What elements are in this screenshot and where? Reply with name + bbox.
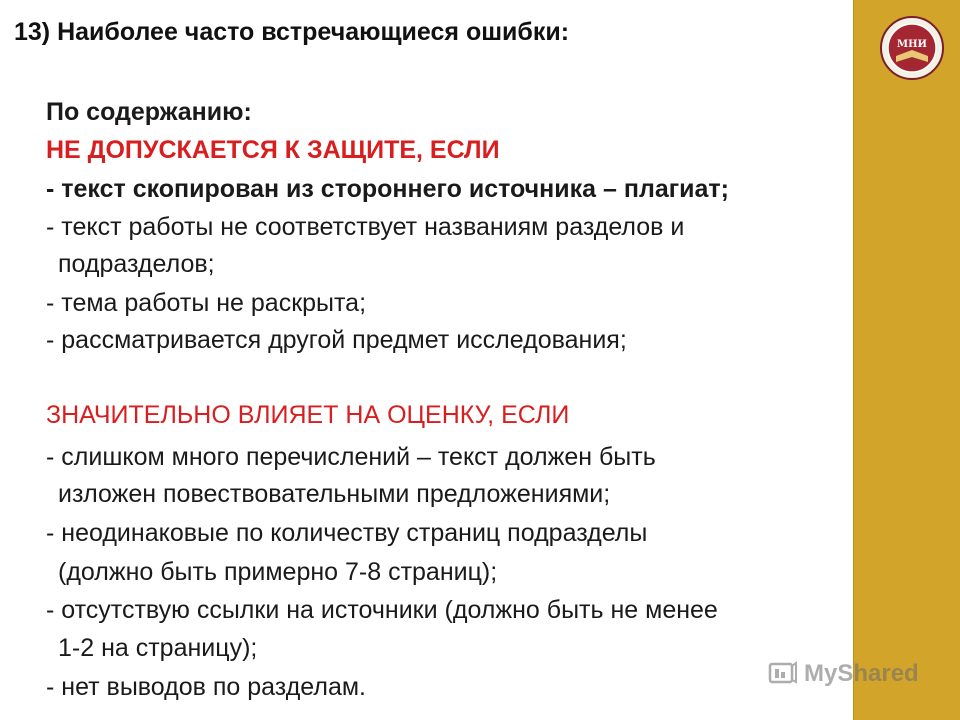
block1-line: - рассматривается другой предмет исследования; [46, 326, 627, 354]
block2-line: изложен повествовательными предложениями; [58, 480, 611, 508]
block2-line: - слишком много перечислений – текст должен быть [46, 443, 656, 471]
block2-line: - нет выводов по разделам. [46, 673, 366, 701]
watermark [768, 659, 919, 689]
block2-line: 1-2 на страницу); [58, 634, 258, 662]
block2-line: - неодинаковые по количеству страниц подразделы [46, 519, 648, 547]
watermark-text: MyShared [804, 660, 919, 687]
not-admitted-heading: НЕ ДОПУСКАЕТСЯ К ЗАЩИТЕ, ЕСЛИ [46, 136, 500, 164]
block1-line: подразделов; [58, 250, 215, 278]
block1-line: - текст работы не соответствует названиям разделов и [46, 213, 685, 241]
block2-line: (должно быть примерно 7-8 страниц); [58, 558, 498, 586]
section-heading: По содержанию: [46, 98, 252, 126]
logo-text: МНИ [897, 39, 927, 50]
block2-line: - отсутствую ссылки на источники (должно быть не менее [46, 596, 718, 624]
myshared-logo-icon [768, 660, 798, 688]
block1-line: - тема работы не раскрыта; [46, 289, 367, 317]
slide-title: 13) Наиболее часто встречающиеся ошибки: [14, 18, 570, 46]
accent-sidebar [853, 0, 960, 720]
block1-line: - текст скопирован из стороннего источника – плагиат; [46, 175, 729, 203]
university-seal-icon [880, 16, 944, 80]
grade-impact-heading: ЗНАЧИТЕЛЬНО ВЛИЯЕТ НА ОЦЕНКУ, ЕСЛИ [46, 401, 570, 429]
